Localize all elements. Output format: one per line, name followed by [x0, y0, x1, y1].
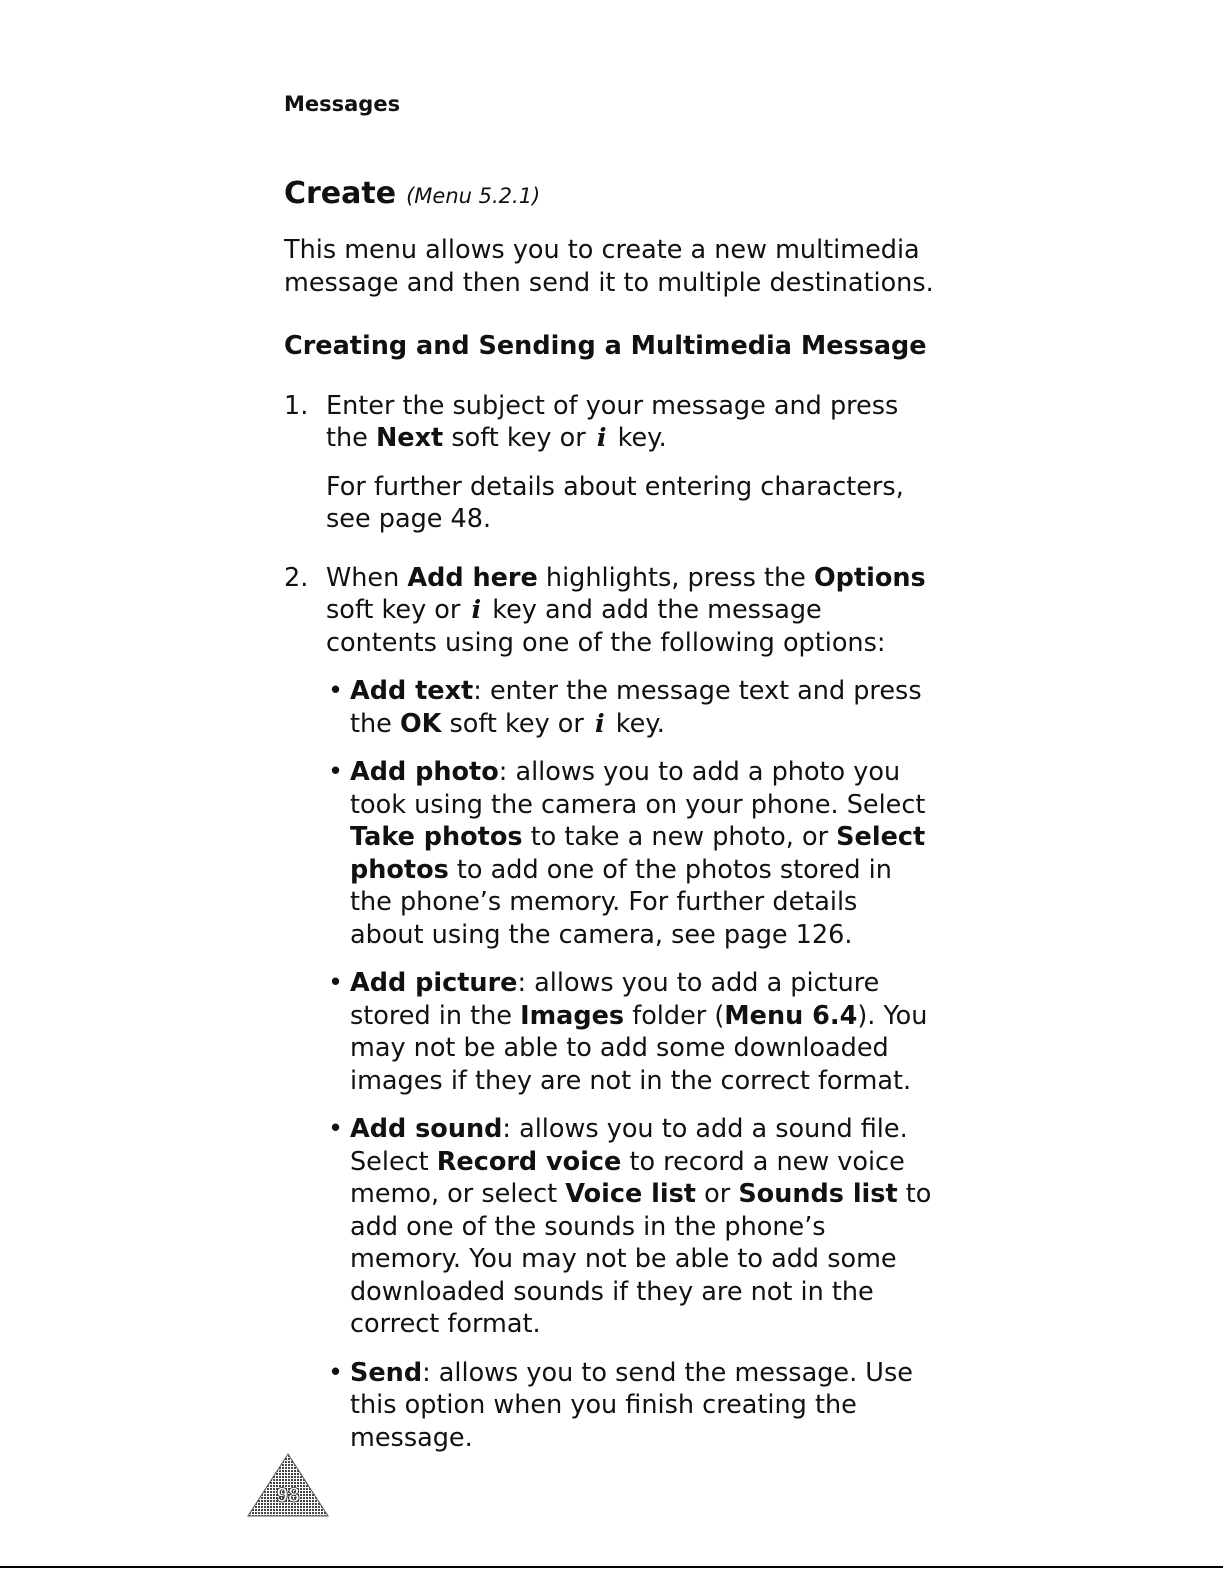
option-label: Send [350, 1357, 423, 1388]
bottom-rule [0, 1566, 1223, 1568]
menu-reference-inline: Menu 6.4 [724, 1000, 858, 1031]
running-head: Messages [284, 92, 401, 116]
page-number-badge [246, 1452, 330, 1518]
voice-list-label: Voice list [565, 1179, 696, 1209]
option-text-part: or [704, 1179, 731, 1209]
menu-reference: (Menu 5.2.1) [406, 184, 541, 208]
option-text-part: : enter the message text and press the [350, 676, 922, 739]
step-item [284, 562, 934, 1455]
section-title-text: Create [284, 176, 397, 211]
option-item-add-sound [326, 1113, 934, 1341]
option-text-part: : allows you to add a picture stored in the [350, 968, 880, 1031]
take-photos-label: Take photos [350, 822, 523, 852]
step-text-part: highlights, press the [545, 562, 806, 593]
step-text-part: Enter the subject of your message and press the [326, 390, 899, 453]
triangle-icon [246, 1452, 330, 1518]
add-here-label: Add here [407, 562, 538, 593]
option-label: Add sound [350, 1114, 503, 1144]
option-text-part: : allows you to add a photo you took using the camera on your phone. Select [350, 757, 926, 820]
option-text-part: to add one of the sounds in the phone’s memory. You may not be able to add some downloaded sounds if they are not in the correct format. [350, 1179, 932, 1339]
sounds-list-label: Sounds list [738, 1179, 898, 1209]
step-number: 1. [284, 390, 309, 421]
options-list [326, 675, 934, 1454]
info-key-icon: i [596, 423, 607, 453]
step-text-part: key. [617, 423, 667, 453]
info-key-icon: i [471, 595, 482, 625]
option-text-part: ). You may not be able to add some downloaded images if they are not in the correct format. [350, 1000, 928, 1096]
option-label: Add picture [350, 968, 518, 998]
step-item [284, 390, 934, 536]
info-key-icon: i [594, 708, 605, 739]
option-label: Add photo [350, 757, 499, 787]
step-note: For further details about entering characters, see page 48. [326, 471, 904, 534]
option-item-add-picture [326, 967, 934, 1097]
option-label: Add text [350, 676, 474, 706]
option-item-add-text [326, 675, 934, 740]
bullet-icon: • [328, 676, 344, 706]
option-text-part: to add one of the photos stored in the phone’s memory. For further details about using the camera, see page 126. [350, 854, 892, 950]
option-text-part: soft key or [449, 708, 584, 739]
step-text-part: soft key or [326, 595, 461, 625]
step-text-part: When [326, 562, 400, 593]
option-text-part: to take a new photo, or [530, 822, 829, 852]
option-text-part: folder ( [632, 1000, 725, 1031]
bullet-icon: • [328, 757, 344, 787]
bullet-icon: • [328, 1114, 344, 1144]
options-softkey-label: Options [813, 562, 926, 593]
option-item-send [326, 1357, 934, 1455]
bullet-icon: • [328, 1357, 344, 1388]
ok-softkey-label: OK [399, 708, 442, 739]
bullet-icon: • [328, 968, 344, 998]
page-number: 98 [276, 1484, 300, 1507]
subsection-heading: Creating and Sending a Multimedia Message [284, 331, 927, 361]
option-text-part: : allows you to add a sound file. Select [350, 1114, 908, 1177]
content-body [284, 234, 934, 1454]
step-number: 2. [284, 562, 309, 593]
option-item-add-photo [326, 756, 934, 951]
step-text-part: soft key or [451, 423, 586, 453]
option-text-part: key. [615, 708, 665, 739]
step-text [326, 390, 934, 455]
option-text-part: to record a new voice memo, or select [350, 1146, 905, 1209]
record-voice-label: Record voice [436, 1146, 622, 1177]
intro-paragraph: This menu allows you to create a new multimedia message and then send it to multiple destinations. [284, 235, 934, 298]
select-photos-label: Select photos [350, 822, 926, 885]
section-title [284, 176, 540, 211]
steps-list [284, 390, 934, 1455]
images-folder-label: Images [520, 1000, 625, 1031]
step-text-part: key and add the message contents using one of the following options: [326, 595, 886, 658]
option-text-part: : allows you to send the message. Use this option when you finish creating the message. [350, 1357, 913, 1453]
step-text [326, 562, 934, 660]
next-softkey-label: Next [375, 423, 444, 453]
